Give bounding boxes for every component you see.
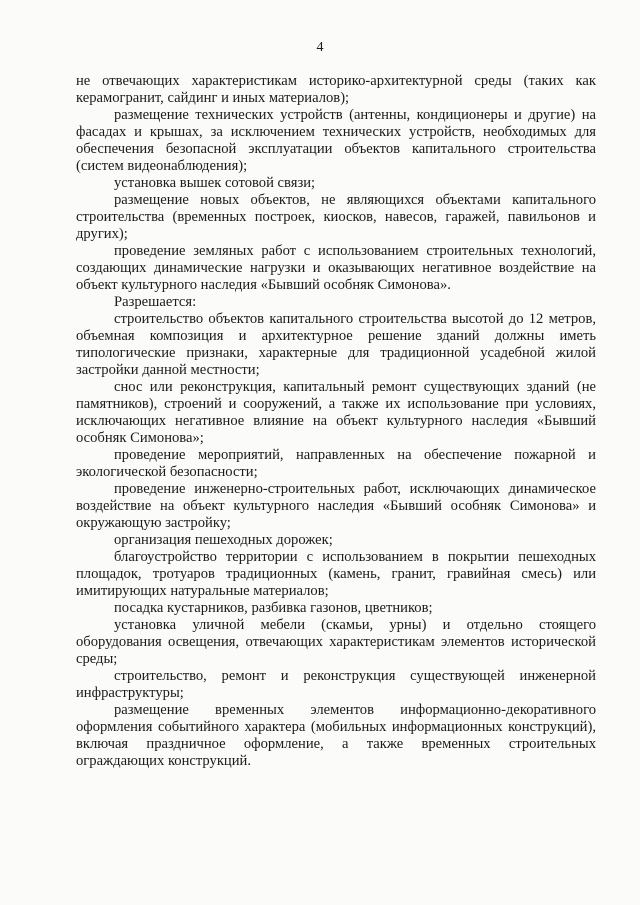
paragraph: размещение временных элементов информационно-декоративного оформления событийного характера (мобильных информационных конструкций), включая праздничное оформление, а также временных строительных ограждающих конструкций. <box>76 702 596 769</box>
paragraph: организация пешеходных дорожек; <box>114 532 333 548</box>
paragraph: посадка кустарников, разбивка газонов, цветников; <box>114 600 433 616</box>
page-number: 4 <box>316 40 324 55</box>
document-body <box>76 73 596 770</box>
paragraph: проведение мероприятий, направленных на обеспечение пожарной и экологической безопасности; <box>76 447 596 480</box>
paragraph: благоустройство территории с использованием в покрытии пешеходных площадок, тротуаров традиционных (камень, гранит, гравийная смесь) или имитирующих натуральные материалов; <box>76 549 596 599</box>
paragraph: снос или реконструкция, капитальный ремонт существующих зданий (не памятников), строений и сооружений, а также их использование при условиях, исключающих негативное влияние на объект культурного наследия «Бывший особняк Симонова»; <box>76 379 596 446</box>
paragraph: проведение инженерно-строительных работ, исключающих динамическое воздействие на объект культурного наследия «Бывший особняк Симонова» и окружающую застройку; <box>76 481 596 531</box>
paragraph: проведение земляных работ с использованием строительных технологий, создающих динамические нагрузки и оказывающих негативное воздействие на объект культурного наследия «Бывший особняк Симонова». <box>76 243 596 293</box>
paragraph: Разрешается: <box>114 294 197 310</box>
paragraph: установка вышек сотовой связи; <box>114 175 316 191</box>
paragraph: размещение новых объектов, не являющихся объектами капитального строительства (временных построек, киосков, навесов, гаражей, павильонов и других); <box>76 192 596 242</box>
paragraph: строительство объектов капитального строительства высотой до 12 метров, объемная композиция и архитектурное решение зданий должны иметь типологические признаки, характерные для традиционной усадебной жилой застройки данной местности; <box>76 311 596 378</box>
paragraph: строительство, ремонт и реконструкция существующей инженерной инфраструктуры; <box>76 668 596 701</box>
paragraph: не отвечающих характеристикам историко-архитектурной среды (таких как керамогранит, сайдинг и иных материалов); <box>76 73 596 106</box>
paragraph: размещение технических устройств (антенны, кондиционеры и другие) на фасадах и крышах, за исключением технических устройств, необходимых для обеспечения безопасной эксплуатации объектов капитального строительства (систем видеонаблюдения); <box>76 107 596 174</box>
paragraph: установка уличной мебели (скамьи, урны) и отдельно стоящего оборудования освещения, отвечающих характеристикам элементов исторической среды; <box>76 617 596 667</box>
